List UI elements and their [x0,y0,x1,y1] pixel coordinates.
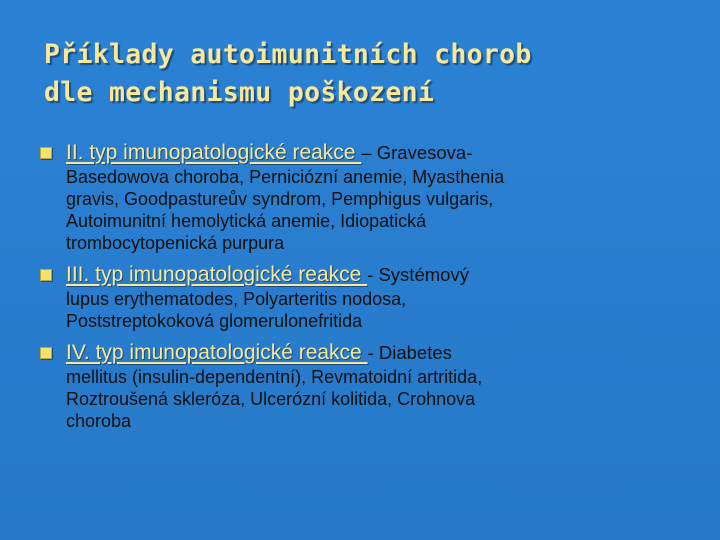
bullet-text-line: trombocytopenická purpura [66,233,285,253]
bullet-text-line: gravis, Goodpastureův syndrom, Pemphigus vulgaris, [66,189,494,209]
bullet-first-line [66,262,688,288]
bullet-item-type-2 [38,140,688,254]
bullet-text-line: Roztroušená skleróza, Ulcerózní kolitida, Crohnova [66,389,476,409]
bullet-first-rest: - Systémový [367,264,469,285]
bullet-text-line: Poststreptokoková glomerulonefritida [66,311,363,331]
bullet-first-line [66,340,688,366]
slide-title [44,36,684,112]
square-bullet-icon [40,147,52,159]
bullet-text-line: Basedowova choroba, Perniciózní anemie, Myasthenia [66,167,505,187]
title-line-1: Příklady autoimunitních chorob [44,39,532,70]
bullet-heading: IV. typ imunopatologické reakce [66,341,368,364]
bullet-text-line: Autoimunitní hemolytická anemie, Idiopatická [66,211,427,231]
bullet-first-rest: - Diabetes [367,342,452,363]
bullet-first-line [66,140,688,166]
square-bullet-icon [40,269,52,281]
bullet-text-line: mellitus (insulin-dependentní), Revmatoidní artritida, [66,367,483,387]
square-bullet-icon [40,347,52,359]
title-line-2: dle mechanismu poškození [44,77,435,108]
bullet-text-line: choroba [66,411,132,431]
bullet-list [38,140,688,440]
bullet-item-type-3 [38,262,688,332]
bullet-text-line: lupus erythematodes, Polyarteritis nodosa, [66,289,407,309]
bullet-first-rest: – Gravesova- [361,142,473,163]
bullet-item-type-4 [38,340,688,432]
bullet-heading: II. typ imunopatologické reakce [66,141,362,164]
bullet-heading: III. typ imunopatologické reakce [66,263,368,286]
